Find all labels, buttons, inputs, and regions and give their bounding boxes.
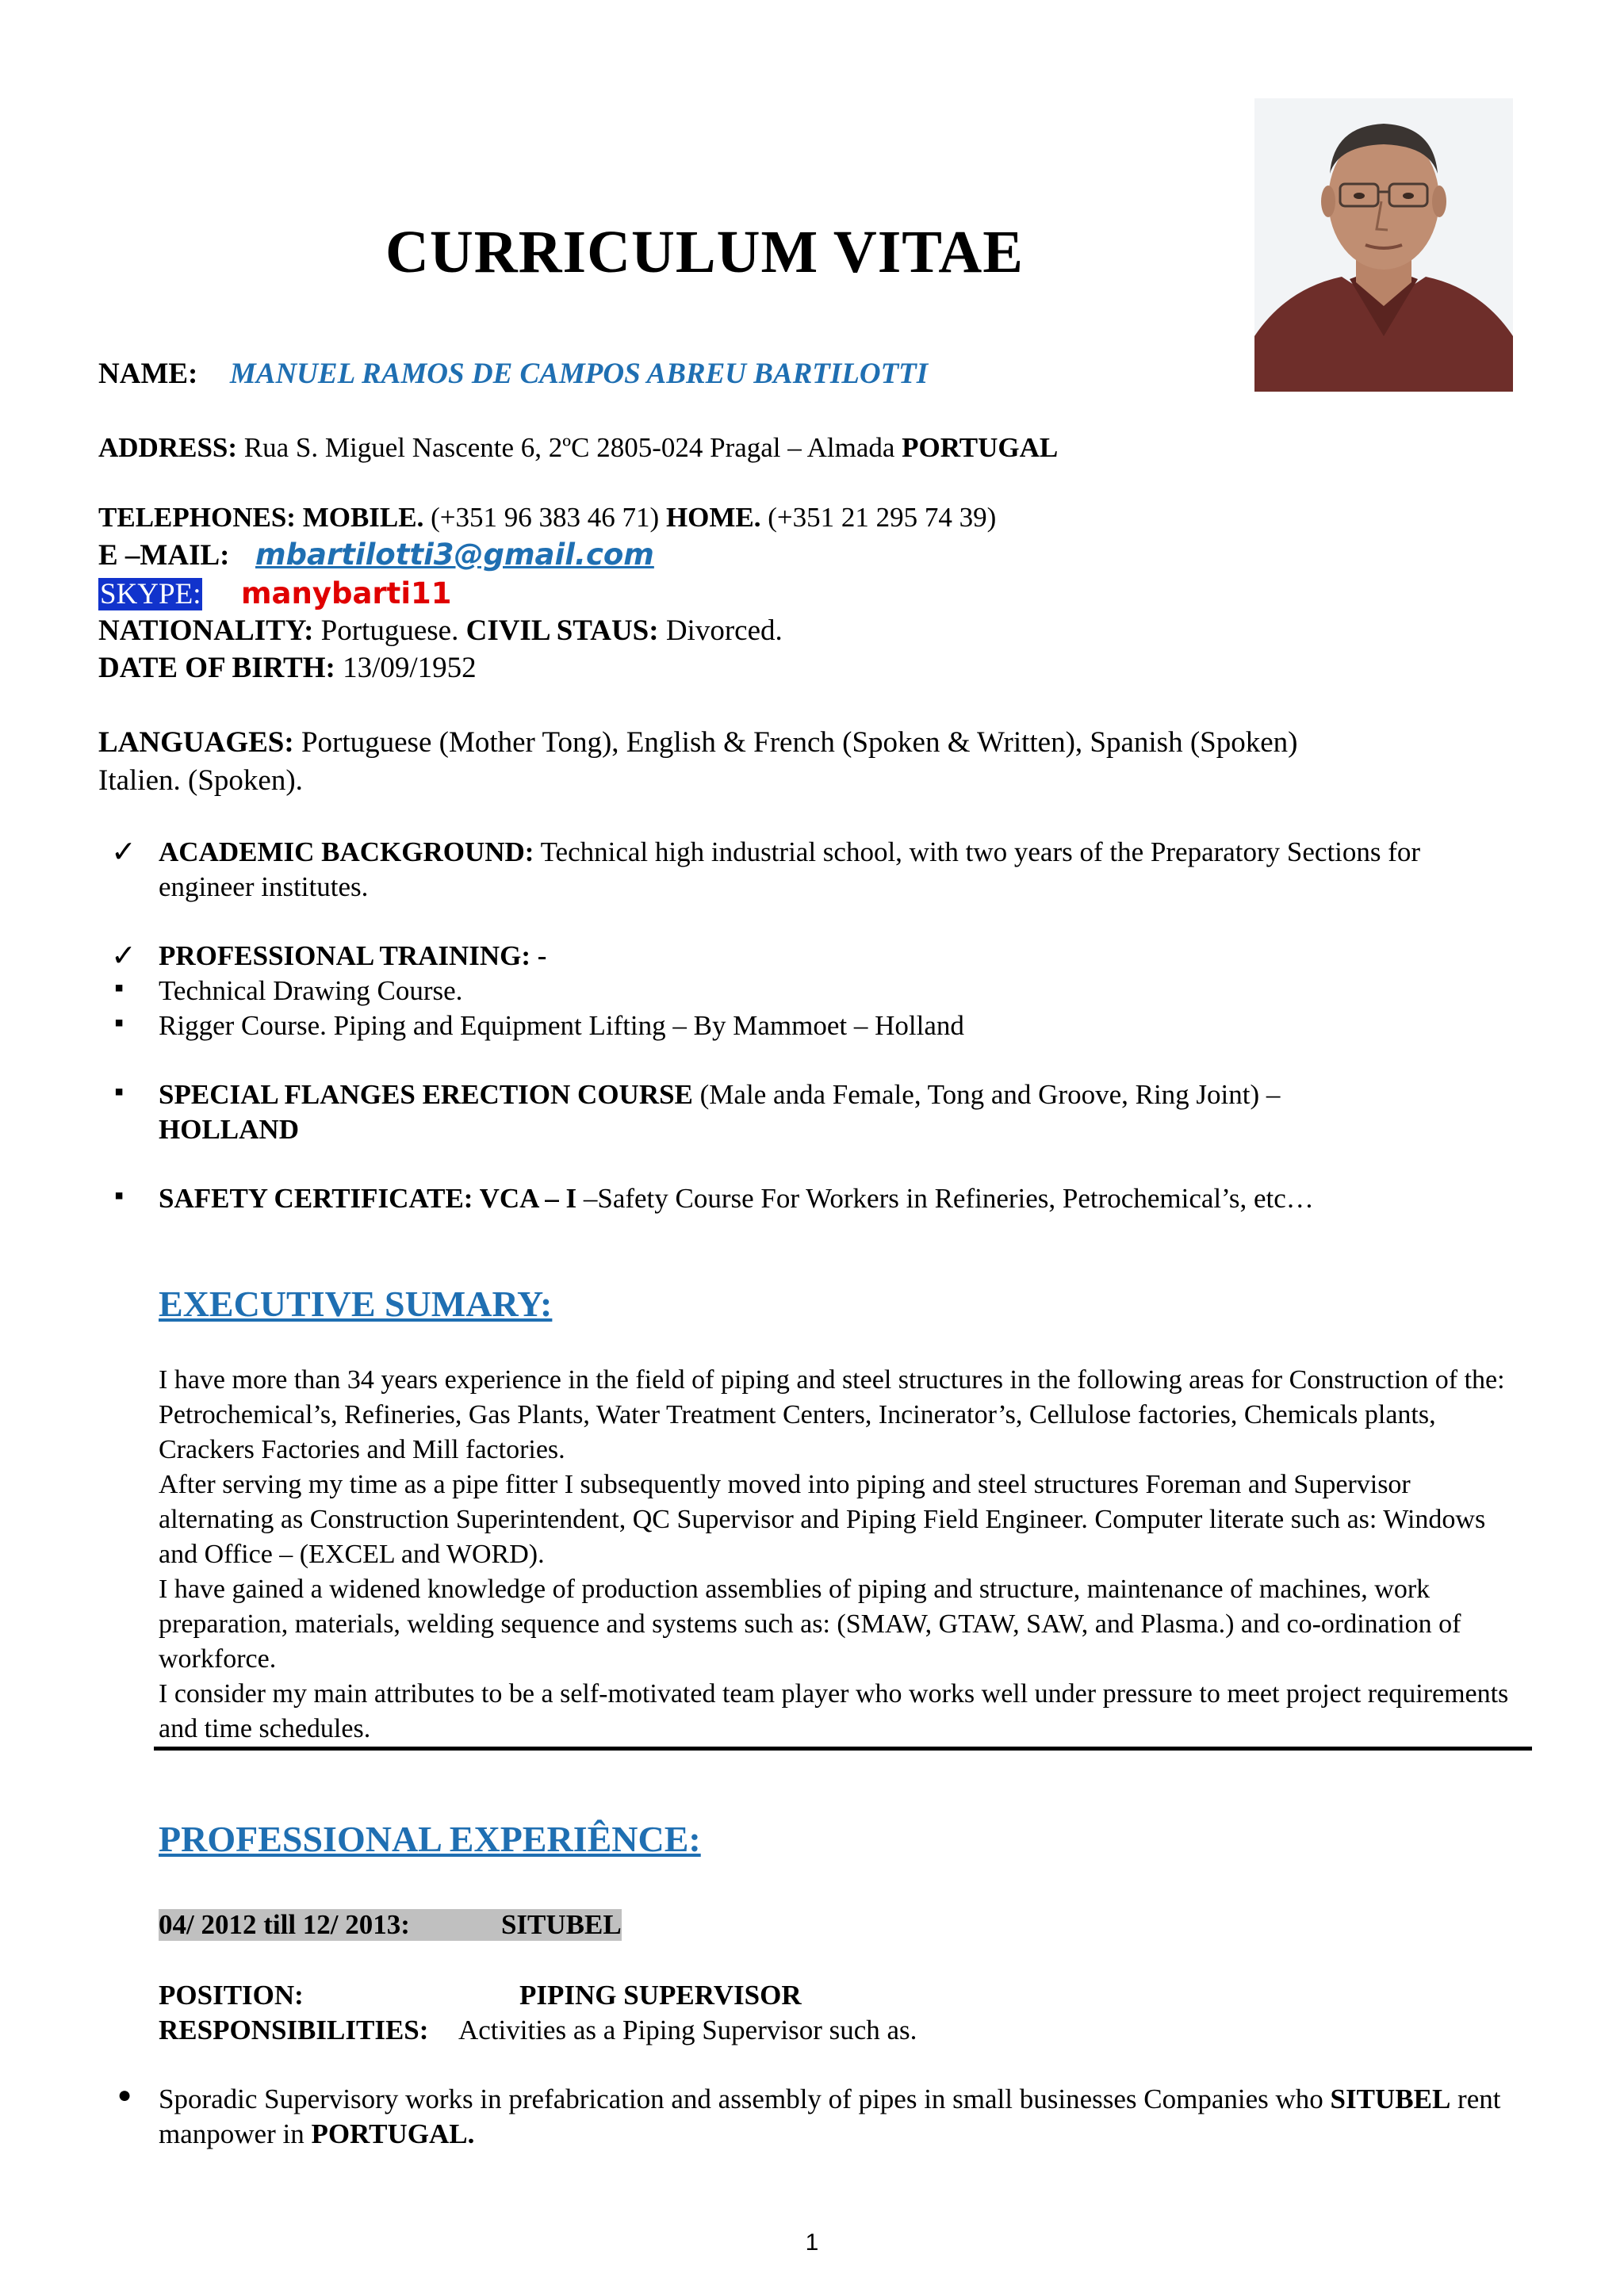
name-line xyxy=(98,357,928,392)
responsibilities-line xyxy=(159,2013,917,2048)
square-bullet-icon: ▪ xyxy=(114,974,124,1003)
portrait-photo xyxy=(1254,98,1513,392)
flanges-course xyxy=(159,1077,1507,1112)
flanges-country: HOLLAND xyxy=(159,1114,299,1145)
period-company: SITUBEL xyxy=(500,1909,622,1940)
checkmark-icon: ✓ xyxy=(111,836,136,869)
nationality-line xyxy=(98,614,783,649)
languages-label: LANGUAGES: xyxy=(98,726,294,759)
name-value: MANUEL RAMOS DE CAMPOS ABREU BARTILOTTI xyxy=(229,358,929,390)
square-bullet-icon: ▪ xyxy=(114,1181,124,1211)
email-link[interactable]: mbartilotti3@gmail.com xyxy=(255,538,654,572)
safety-label: SAFETY CERTIFICATE: VCA – I xyxy=(159,1183,577,1214)
position-label: POSITION: xyxy=(159,1980,304,2011)
safety-text: –Safety Course For Workers in Refineries, Petrochemical’s, etc… xyxy=(576,1183,1314,1214)
home-label: HOME. xyxy=(665,502,761,533)
round-bullet-icon: ● xyxy=(117,2082,132,2108)
civil-status-label: CIVIL STAUS: xyxy=(465,614,659,647)
executive-summary-heading: EXECUTIVE SUMARY: xyxy=(159,1284,553,1324)
mobile-value: (+351 96 383 46 71) xyxy=(431,502,666,533)
bullet-company: SITUBEL xyxy=(1330,2084,1451,2114)
academic-background xyxy=(159,835,1507,905)
flanges-text: (Male anda Female, Tong and Groove, Ring Joint) – xyxy=(692,1079,1281,1110)
summary-paragraph: I have more than 34 years experience in the field of piping and steel structures in the following areas for Construction of the: Petrochemical’s, Refineries, Gas Plants, Water Treatment Centers, Incinerator’s, Cellulose factories, Chemicals plants, Crackers Factories and Mill factories. xyxy=(159,1365,1505,1464)
bullet-middle: rent manpower in xyxy=(159,2084,1501,2149)
languages-value: Portuguese (Mother Tong), English & French (Spoken & Written), Spanish (Spoken) xyxy=(301,726,1298,759)
period-dates: 04/ 2012 till 12/ 2013: xyxy=(159,1909,410,1940)
languages-line-2: Italien. (Spoken). xyxy=(98,764,303,797)
nationality-label: NATIONALITY: xyxy=(98,614,314,647)
experience-period xyxy=(159,1909,622,1941)
training-item: Technical Drawing Course. xyxy=(159,975,463,1006)
flanges-label: SPECIAL FLANGES ERECTION COURSE xyxy=(159,1079,693,1110)
nationality-value: Portuguese. xyxy=(320,614,466,647)
summary-paragraph: I have gained a widened knowledge of production assemblies of piping and structure, maintenance of machines, work preparation, materials, welding sequence and systems such as: (SMAW, GTAW, SAW, and Plasma.) and co-ordination of workforce. xyxy=(159,1575,1461,1674)
skype-line xyxy=(98,576,452,612)
section-divider xyxy=(154,1747,1532,1751)
dob-label: DATE OF BIRTH: xyxy=(98,652,335,684)
telephones-line xyxy=(98,500,996,535)
dob-value: 13/09/1952 xyxy=(343,652,477,684)
dob-line xyxy=(98,651,477,686)
skype-label: SKYPE: xyxy=(100,578,201,610)
executive-summary-text xyxy=(159,1363,1522,1747)
position-line xyxy=(159,1978,802,2013)
summary-paragraph: After serving my time as a pipe fitter I subsequently moved into piping and steel structures Foreman and Supervisor alternating as Construction Superintendent, QC Supervisor and Piping Field Engineer. Computer literate such as: Windows and Office – (EXCEL and WORD). xyxy=(159,1470,1486,1569)
checkmark-icon: ✓ xyxy=(111,939,136,973)
email-label: E –MAIL: xyxy=(98,539,230,572)
email-line xyxy=(98,538,654,573)
square-bullet-icon: ▪ xyxy=(114,1008,124,1038)
civil-status-value: Divorced. xyxy=(665,614,783,647)
responsibilities-value: Activities as a Piping Supervisor such as. xyxy=(458,2015,917,2045)
home-value: (+351 21 295 74 39) xyxy=(768,502,997,533)
languages-line xyxy=(98,725,1297,760)
training-item: Rigger Course. Piping and Equipment Lifting – By Mammoet – Holland xyxy=(159,1010,964,1041)
telephones-label: TELEPHONES: MOBILE. xyxy=(98,502,424,533)
square-bullet-icon: ▪ xyxy=(114,1077,124,1107)
experience-bullet xyxy=(159,2082,1507,2152)
address-country: PORTUGAL xyxy=(902,432,1059,463)
safety-certificate xyxy=(159,1181,1507,1216)
address-label: ADDRESS: xyxy=(98,432,238,463)
page-number: 1 xyxy=(805,2229,819,2256)
document-title: CURRICULUM VITAE xyxy=(385,219,1024,285)
bullet-text: Sporadic Supervisory works in prefabrication and assembly of pipes in small businesses Companies who xyxy=(159,2084,1331,2114)
summary-paragraph: I consider my main attributes to be a self-motivated team player who works well under pressure to meet project requirements and time schedules. xyxy=(159,1679,1509,1743)
academic-text: Technical high industrial school, with two years of the Preparatory Sections for engineer institutes. xyxy=(159,836,1421,902)
position-value: PIPING SUPERVISOR xyxy=(519,1980,802,2011)
professional-experience-heading: PROFESSIONAL EXPERIÊNCE: xyxy=(159,1819,701,1859)
name-label: NAME: xyxy=(98,358,198,390)
address-value: Rua S. Miguel Nascente 6, 2ºC 2805-024 Pragal – Almada xyxy=(243,432,902,463)
training-label: PROFESSIONAL TRAINING: - xyxy=(159,940,547,971)
bullet-country: PORTUGAL. xyxy=(311,2118,475,2149)
address-line xyxy=(98,430,1058,465)
academic-label: ACADEMIC BACKGROUND: xyxy=(159,836,534,867)
skype-value: manybarti11 xyxy=(240,576,452,610)
responsibilities-label: RESPONSIBILITIES: xyxy=(159,2015,429,2045)
